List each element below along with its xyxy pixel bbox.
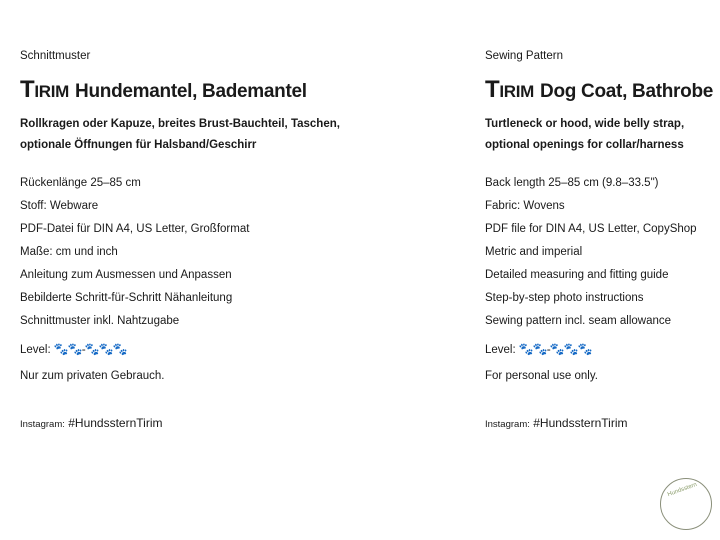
subtitle-line: Turtleneck or hood, wide belly strap, <box>485 118 685 130</box>
usage-note: Nur zum privaten Gebrauch. <box>20 370 165 382</box>
instagram-label: Instagram: <box>20 419 65 430</box>
feature: Metric and imperial <box>485 246 583 258</box>
feature: Rückenlänge 25–85 cm <box>20 177 141 189</box>
feature: Schnittmuster inkl. Nahtzugabe <box>20 315 180 327</box>
level-label: Level: <box>485 344 516 356</box>
feature: PDF-Datei für DIN A4, US Letter, Großformat <box>20 223 250 235</box>
feature: Sewing pattern incl. seam allowance <box>485 315 672 327</box>
feature: PDF file for DIN A4, US Letter, CopyShop <box>485 223 697 235</box>
kicker: Schnittmuster <box>20 50 91 62</box>
instagram-label: Instagram: <box>485 419 530 430</box>
feature: Step-by-step photo instructions <box>485 292 644 304</box>
level-label: Level: <box>20 344 51 356</box>
level <box>485 342 592 356</box>
feature: Detailed measuring and fitting guide <box>485 269 669 281</box>
instagram-tag[interactable]: #HundssternTirim <box>533 416 628 430</box>
subtitle-line: optionale Öffnungen für Halsband/Geschirr <box>20 139 257 151</box>
level <box>20 342 127 356</box>
instagram <box>485 416 627 430</box>
feature: Maße: cm und inch <box>20 246 118 258</box>
title-text: Dog Coat, Bathrobe <box>540 81 714 102</box>
subtitle <box>20 114 340 156</box>
feature: Back length 25–85 cm (9.8–33.5") <box>485 177 659 189</box>
title-text: Hundemantel, Bademantel <box>75 81 307 102</box>
brand: Tirim <box>20 76 70 103</box>
subtitle-line: optional openings for collar/harness <box>485 139 684 151</box>
subtitle-line: Rollkragen oder Kapuze, breites Brust-Bauchteil, Taschen, <box>20 118 340 130</box>
feature: Bebilderte Schritt-für-Schritt Nähanleitung <box>20 292 233 304</box>
feature: Stoff: Webware <box>20 200 99 212</box>
hundsstern-logo <box>660 478 712 530</box>
product-title <box>20 76 307 104</box>
feature: Fabric: Wovens <box>485 200 565 212</box>
subtitle <box>485 114 684 156</box>
product-title <box>485 76 713 104</box>
logo-text: Hundsstern <box>666 481 698 499</box>
feature: Anleitung zum Ausmessen und Anpassen <box>20 269 232 281</box>
kicker: Sewing Pattern <box>485 50 563 62</box>
instagram <box>20 416 162 430</box>
usage-note: For personal use only. <box>485 370 598 382</box>
brand: Tirim <box>485 76 535 103</box>
paw-rating-icon: 🐾🐾-🐾🐾🐾 <box>518 342 592 356</box>
paw-rating-icon: 🐾🐾-🐾🐾🐾 <box>53 342 127 356</box>
instagram-tag[interactable]: #HundssternTirim <box>68 416 163 430</box>
